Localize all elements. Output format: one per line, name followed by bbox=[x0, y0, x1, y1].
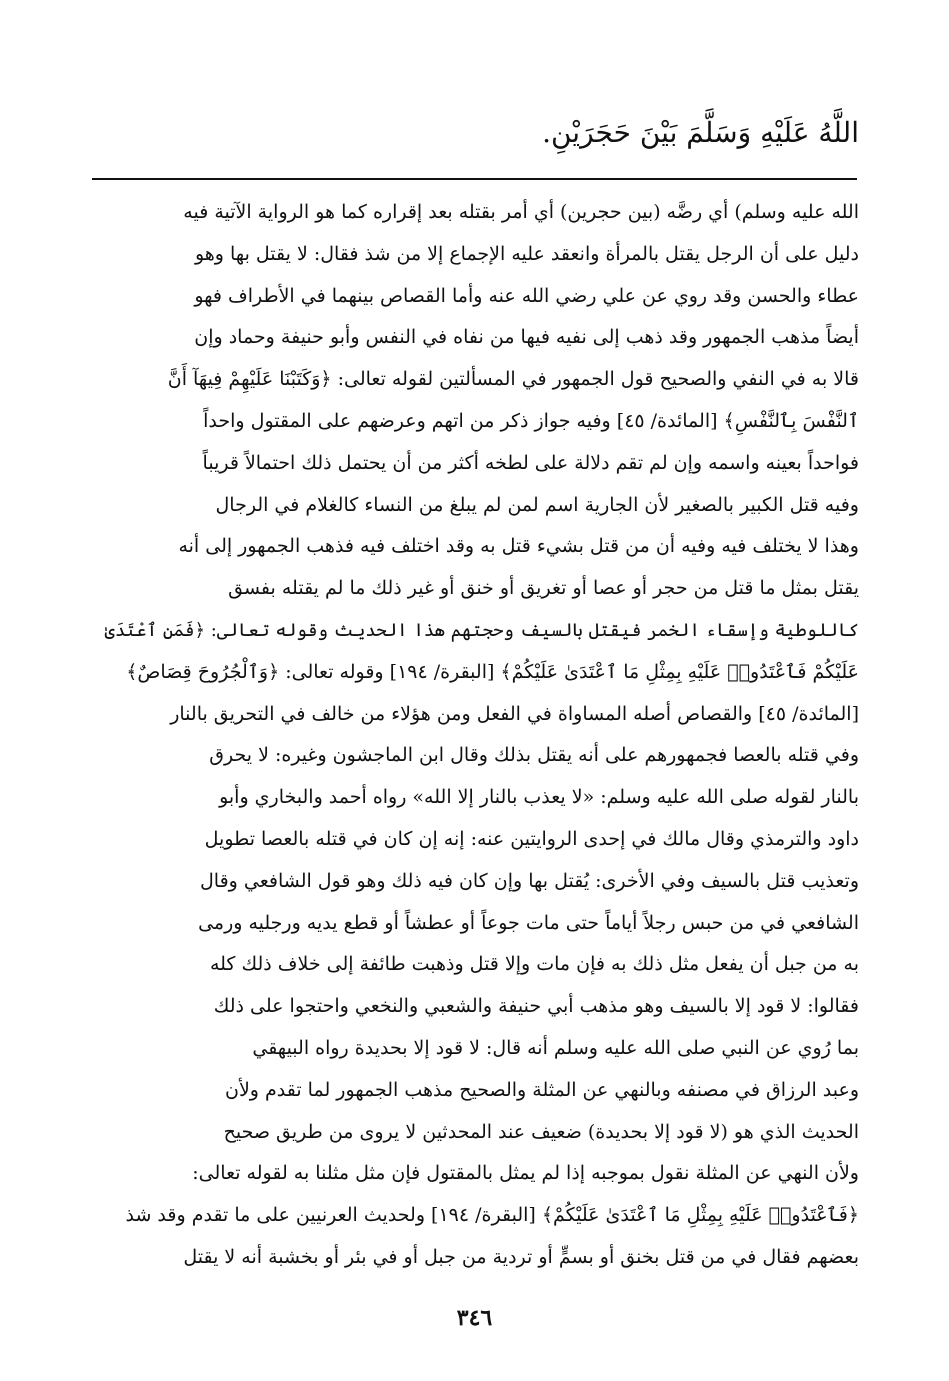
commentary-line: فقالوا: لا قود إلا بالسيف وهو مذهب أبي حنيفة والشعبي والنخعي واحتجوا على ذلك bbox=[213, 995, 859, 1018]
commentary-line: بالنار لقوله صلى الله عليه وسلم: «لا يعذب بالنار إلا الله» رواه أحمد والبخاري وأبو bbox=[219, 786, 859, 809]
separator-line bbox=[92, 178, 857, 180]
commentary-line: ٱلنَّفْسَ بِٱلنَّفْسِ﴾ [المائدة/ ٤٥] وفيه جواز ذكر من اتهم وعرضهم على المقتول واحداً bbox=[203, 409, 859, 432]
commentary-text bbox=[90, 192, 859, 1279]
commentary-line: ولأن النهي عن المثلة نقول بموجبه إذا لم يمثل بالمقتول فإن مثل مثلنا به لقوله تعالى: bbox=[192, 1162, 859, 1185]
commentary-line: بعضهم فقال في من قتل بخنق أو بسمٍّ أو تردية من جبل أو في بئر أو بخشبة أنه لا يقتل bbox=[183, 1245, 859, 1268]
commentary-line: داود والترمذي وقال مالك في إحدى الروايتين عنه: إنه إن كان في قتله بالعصا تطويل bbox=[204, 827, 859, 850]
commentary-line: وتعذيب قتل بالسيف وفي الأخرى: يُقتل بها وإن كان فيه ذلك وهو قول الشافعي وقال bbox=[199, 869, 859, 892]
commentary-line: عطاء والحسن وقد روي عن علي رضي الله عنه وأما القصاص بينهما في الأطراف فهو bbox=[194, 284, 859, 307]
commentary-line: به من جبل أن يفعل مثل ذلك به فإن مات وإلا قتل وذهبت طائفة إلى خلاف ذلك كله bbox=[209, 953, 859, 976]
commentary-line: الله عليه وسلم) أي رضَّه (بين حجرين) أي أمر بقتله بعد إقراره كما هو الرواية الآتية فيه bbox=[183, 201, 859, 223]
commentary-line: أيضاً مذهب الجمهور وقد ذهب إلى نفيه فيها من نفاه في النفس وأبو حنيفة وحماد وإن bbox=[194, 326, 859, 349]
commentary-line: [المائدة/ ٤٥] والقصاص أصله المساواة في الفعل ومن هؤلاء من خالف في التحريق بالنار bbox=[170, 702, 859, 725]
commentary-line: قالا به في النفي والصحيح قول الجمهور في المسألتين لقوله تعالى: ﴿وَكَتَبْنَا عَلَيْهِمْ فِيهَآ أَنَّ bbox=[167, 368, 859, 391]
commentary-line: ﴿فَٱعْتَدُوا۟ عَلَيْهِ بِمِثْلِ مَا ٱعْتَدَىٰ عَلَيْكُمْ﴾ [البقرة/ ١٩٤] ولحديث العرنيين على ما تقدم وقد شذ bbox=[125, 1204, 859, 1227]
commentary-line: وفي قتله بالعصا فجمهورهم على أنه يقتل بذلك وقال ابن الماجشون وغيره: لا يحرق bbox=[209, 744, 859, 767]
commentary-line: وفيه قتل الكبير بالصغير لأن الجارية اسم لمن لم يبلغ من النساء كالغلام في الرجال bbox=[215, 493, 859, 516]
commentary-line: فواحداً بعينه واسمه وإن لم تقم دلالة على لطخه أكثر من أن يحتمل ذلك احتمالاً قريباً bbox=[202, 451, 859, 474]
page-number: ٣٤٦ bbox=[456, 1305, 493, 1331]
commentary-line: يقتل بمثل ما قتل من حجر أو عصا أو تغريق أو خنق أو غير ذلك ما لم يقتله بفسق bbox=[228, 577, 859, 600]
commentary-line: الشافعي في من حبس رجلاً أياماً حتى مات جوعاً أو عطشاً أو قطع يديه ورجليه ورمى bbox=[198, 911, 859, 934]
commentary-line: وعبد الرزاق في مصنفه وبالنهي عن المثلة والصحيح مذهب الجمهور لما تقدم ولأن bbox=[224, 1078, 859, 1101]
hadith-text: اللَّهُ عَلَيْهِ وَسَلَّمَ بَيْنَ حَجَرَيْنِ. bbox=[542, 116, 859, 149]
commentary-line: الحديث الذي هو (لا قود إلا بحديدة) ضعيف عند المحدثين لا يروى من طريق صحيح bbox=[223, 1120, 859, 1143]
commentary-line: عَلَيْكُمْ فَٱعْتَدُوا۟ عَلَيْهِ بِمِثْلِ مَا ٱعْتَدَىٰ عَلَيْكُمْ﴾ [البقرة/ ١٩٤] وقوله تعالى: ﴿وَٱلْجُرُوحَ قِصَاصٌ﴾ bbox=[126, 660, 859, 683]
commentary-line: بما رُوي عن النبي صلى الله عليه وسلم أنه قال: لا قود إلا بحديدة رواه البيهقي bbox=[252, 1036, 859, 1059]
commentary-line: كاللوطية وإسقاء الخمر فيقتل بالسيف وحجتهم هذا الحديث وقوله تعالى: ﴿فَمَنِ ٱعْتَدَىٰ bbox=[104, 619, 859, 641]
commentary-line: دليل على أن الرجل يقتل بالمرأة وانعقد عليه الإجماع إلا من شذ فقال: لا يقتل بها وهو bbox=[194, 242, 859, 265]
commentary-line: وهذا لا يختلف فيه وفيه أن من قتل بشيء قتل به وقد اختلف فيه فذهب الجمهور إلى أنه bbox=[178, 535, 859, 558]
